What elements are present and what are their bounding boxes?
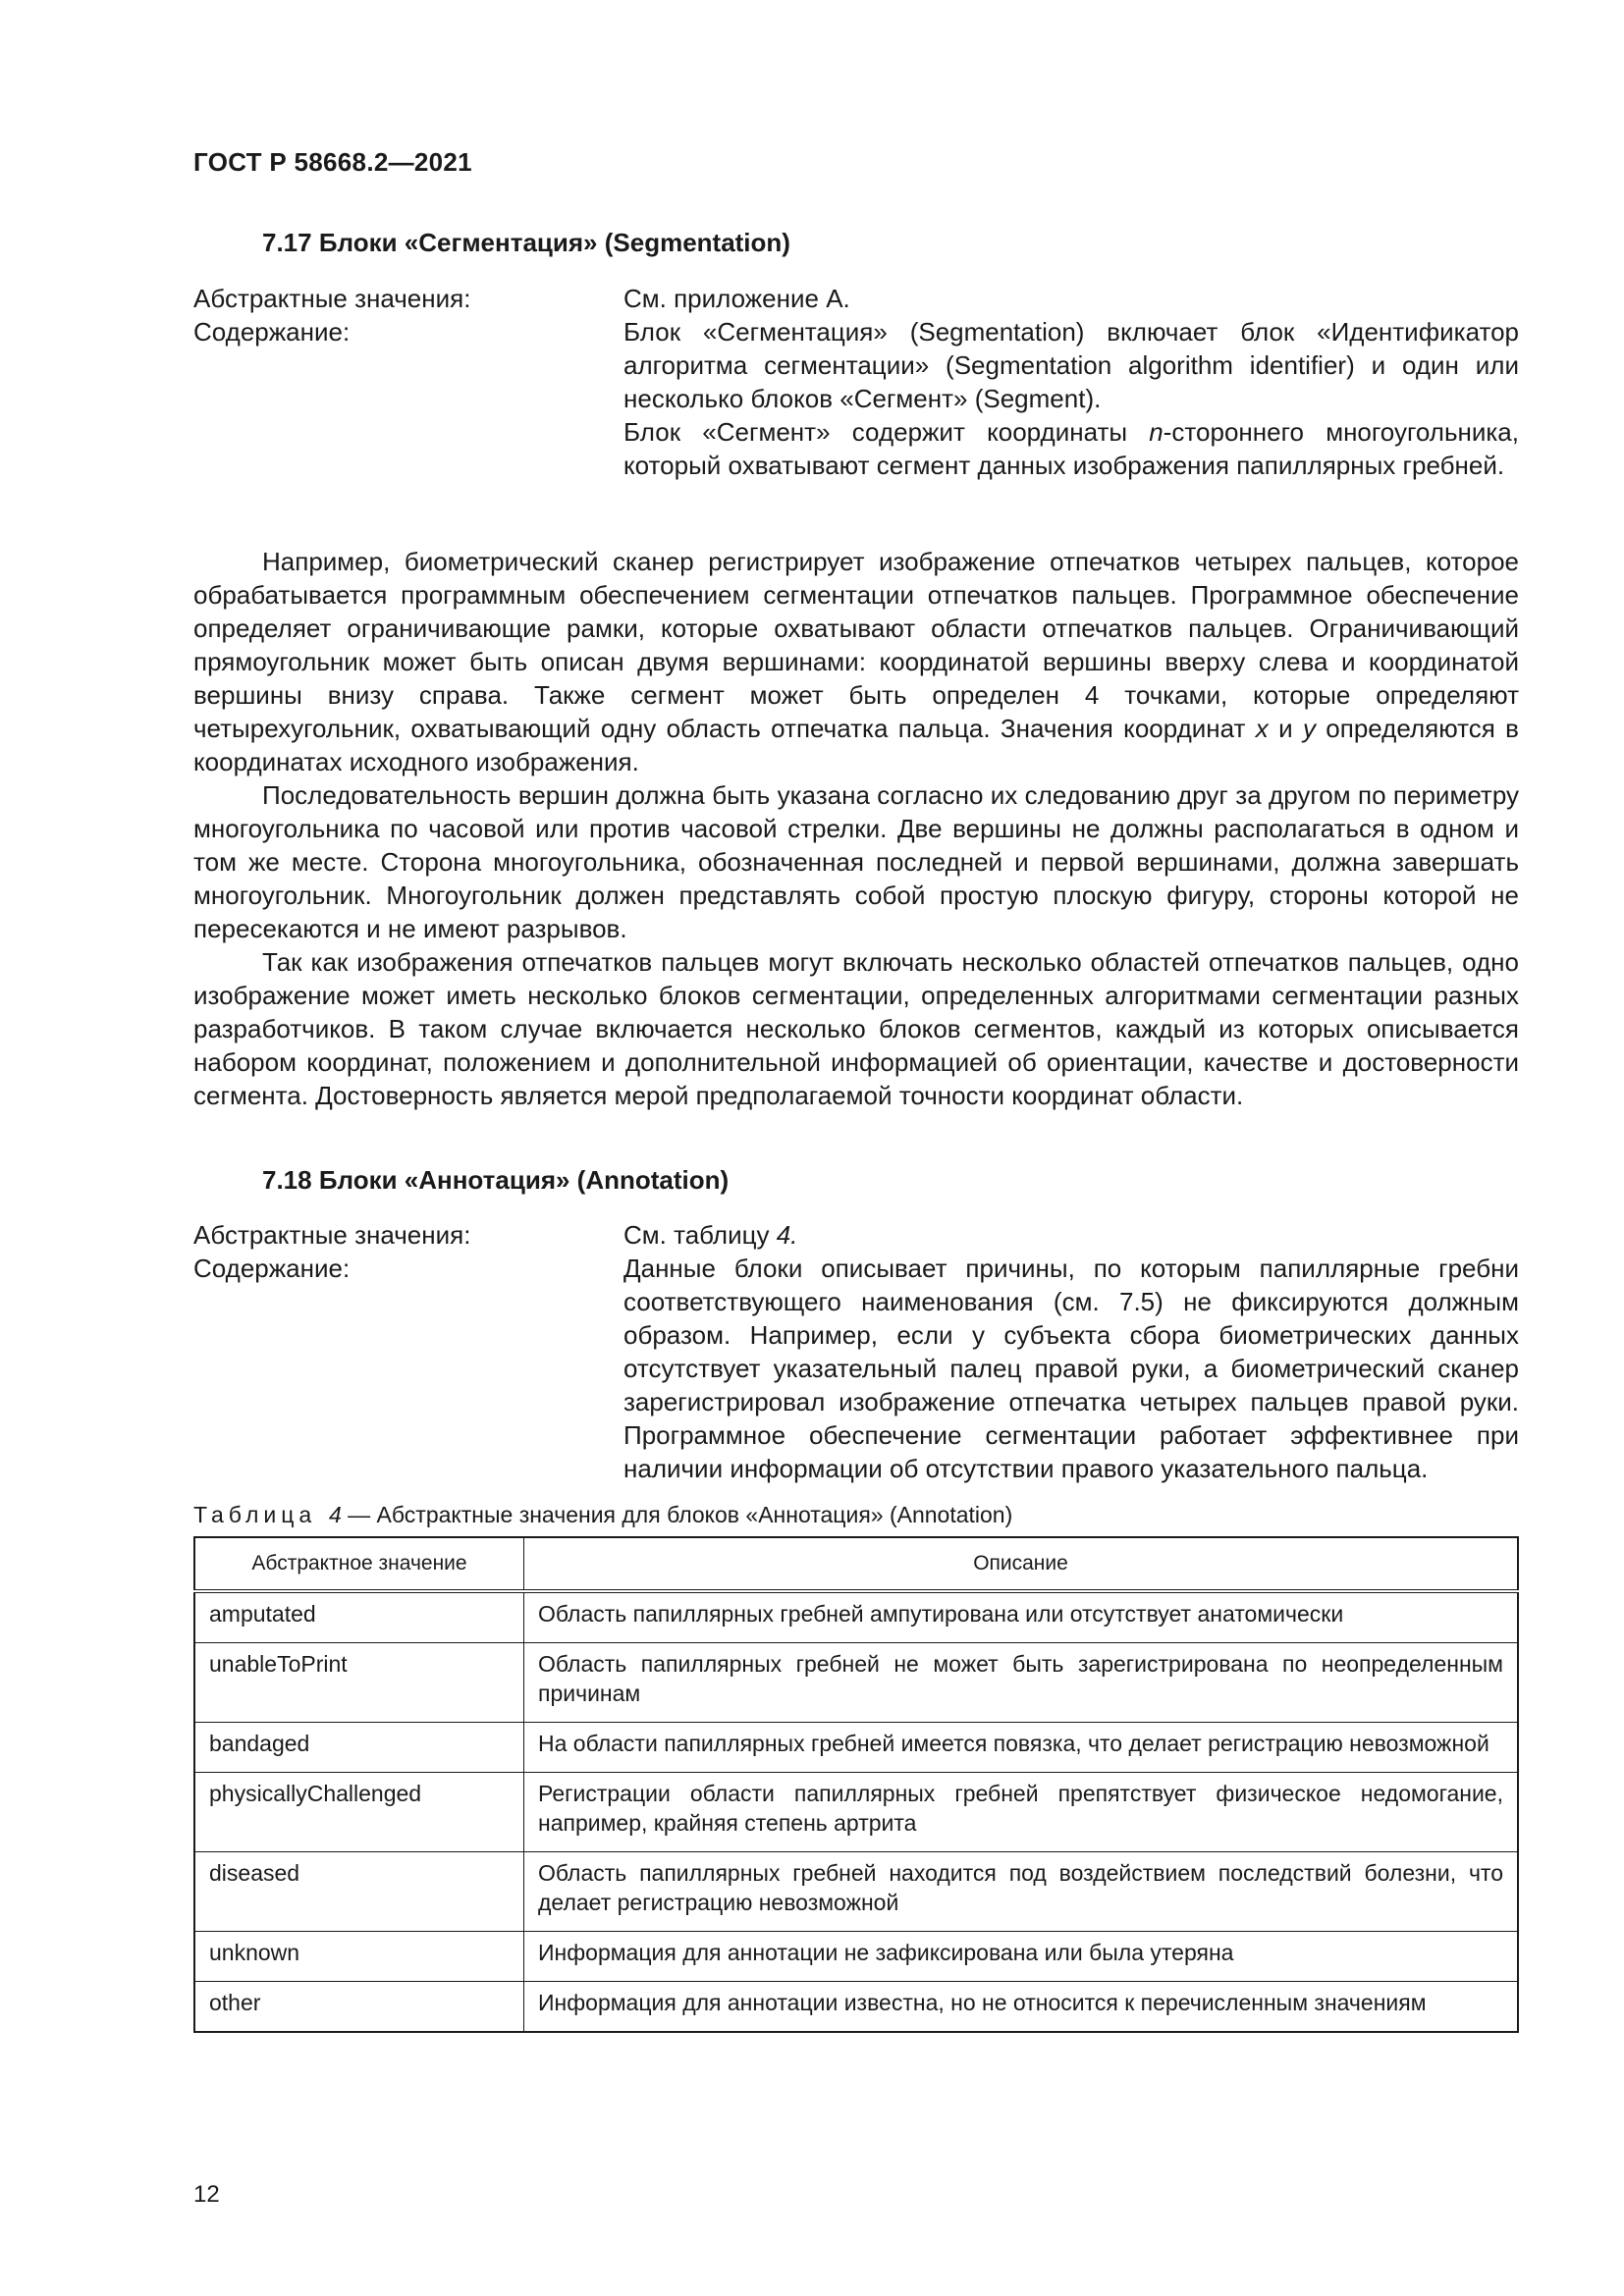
table-row — [194, 1591, 1518, 1643]
table-row — [194, 1773, 1518, 1852]
cell-value: amputated — [194, 1591, 524, 1643]
table-caption: Таблица 4 — Абстрактные значения для блоков «Аннотация» (Annotation) — [193, 1502, 1013, 1527]
content-paragraph-1: Блок «Сегментация» (Segmentation) включает блок «Идентификатор алгоритма сегментации» (Segmentation algorithm identifier) и один или несколько блоков «Сегмент» (Segment). — [623, 317, 1519, 413]
page-number: 12 — [193, 2181, 220, 2208]
cell-value: diseased — [194, 1852, 524, 1932]
cell-value: physicallyChallenged — [194, 1773, 524, 1852]
column-header-abstract-value: Абстрактное значение — [194, 1537, 524, 1591]
content-value — [623, 315, 1519, 482]
cell-value: unableToPrint — [194, 1643, 524, 1723]
cell-value: bandaged — [194, 1723, 524, 1773]
abstract-values-label: Абстрактные значения: — [193, 284, 471, 313]
abstract-values-value: См. приложение А. — [623, 284, 850, 313]
document-id-header: ГОСТ Р 58668.2—2021 — [193, 147, 472, 177]
cell-description: Область папиллярных гребней находится под воздействием последствий болезни, что делает регистрацию невозможной — [524, 1852, 1519, 1932]
table-header-row — [194, 1537, 1518, 1591]
body-paragraph-1: Например, биометрический сканер регистрирует изображение отпечатков четырех пальцев, которое обрабатывается программным обеспечением сегментации отпечатков пальцев. Программное обеспечение определяет ограничивающие рамки, которые охватывают области отпечатков пальцев. Ограничивающий прямоугольник может быть описан двумя вершинами: координатой вершины вверху слева и координатой вершины внизу справа. Также сегмент может быть определен 4 точками, которые определяют четырехугольник, охватывающий одну область отпечатка пальца. Значения координат x и y определяются в координатах исходного изображения. — [193, 547, 1519, 776]
content-label: Содержание: — [193, 1254, 351, 1283]
table-row — [194, 1723, 1518, 1773]
section-7-17-title: 7.17 Блоки «Сегментация» (Segmentation) — [262, 228, 790, 257]
cell-description: Информация для аннотации известна, но не относится к перечисленным значениям — [524, 1982, 1519, 2033]
body-paragraph-2: Последовательность вершин должна быть указана согласно их следованию друг за другом по периметру многоугольника по часовой или против часовой стрелки. Две вершины не должны располагаться в одном и том же месте. Сторона многоугольника, обозначенная последней и первой вершинами, должна завершать многоугольник. Многоугольник должен представлять собой простую плоскую фигуру, стороны которой не пересекаются и не имеют разрывов. — [193, 780, 1519, 943]
cell-description: Регистрации области папиллярных гребней препятствует физическое недомогание, например, крайняя степень артрита — [524, 1773, 1519, 1852]
content-value: Данные блоки описывает причины, по которым папиллярные гребни соответствующего наименования (см. 7.5) не фиксируются должным образом. Например, если у субъекта сбора биометрических данных отсутствует указательный палец правой руки, а биометрический сканер зарегистрировал изображение отпечатка четырех пальцев правой руки. Программное обеспечение сегментации работает эффективнее при наличии информации об отсутствии правого указательного пальца. — [623, 1254, 1519, 1483]
table-row — [194, 1643, 1518, 1723]
cell-description: Информация для аннотации не зафиксирована или была утеряна — [524, 1932, 1519, 1982]
abstract-values-label: Абстрактные значения: — [193, 1220, 471, 1250]
table-row — [194, 1852, 1518, 1932]
content-label: Содержание: — [193, 317, 351, 347]
cell-description: Область папиллярных гребней не может быть зарегистрирована по неопределенным причинам — [524, 1643, 1519, 1723]
table-row — [194, 1932, 1518, 1982]
column-header-description: Описание — [524, 1537, 1519, 1591]
body-text — [193, 545, 1519, 1112]
table-row — [194, 1982, 1518, 2033]
abstract-values-value: См. таблицу 4. — [623, 1220, 798, 1250]
body-paragraph-3: Так как изображения отпечатков пальцев могут включать несколько областей отпечатков пальцев, одно изображение может иметь несколько блоков сегментации, определенных алгоритмами сегментации разных разработчиков. В таком случае включается несколько блоков сегментов, каждый из которых описывается набором координат, положением и дополнительной информацией об ориентации, качестве и достоверности сегмента. Достоверность является мерой предполагаемой точности координат области. — [193, 947, 1519, 1110]
cell-value: unknown — [194, 1932, 524, 1982]
annotation-values-table — [193, 1536, 1519, 2033]
cell-value: other — [194, 1982, 524, 2033]
cell-description: Область папиллярных гребней ампутирована или отсутствует анатомически — [524, 1591, 1519, 1643]
section-7-18-title: 7.18 Блоки «Аннотация» (Annotation) — [262, 1165, 730, 1195]
content-paragraph-2: Блок «Сегмент» содержит координаты n-стороннего многоугольника, который охватывают сегмент данных изображения папиллярных гребней. — [623, 417, 1519, 480]
cell-description: На области папиллярных гребней имеется повязка, что делает регистрацию невозможной — [524, 1723, 1519, 1773]
